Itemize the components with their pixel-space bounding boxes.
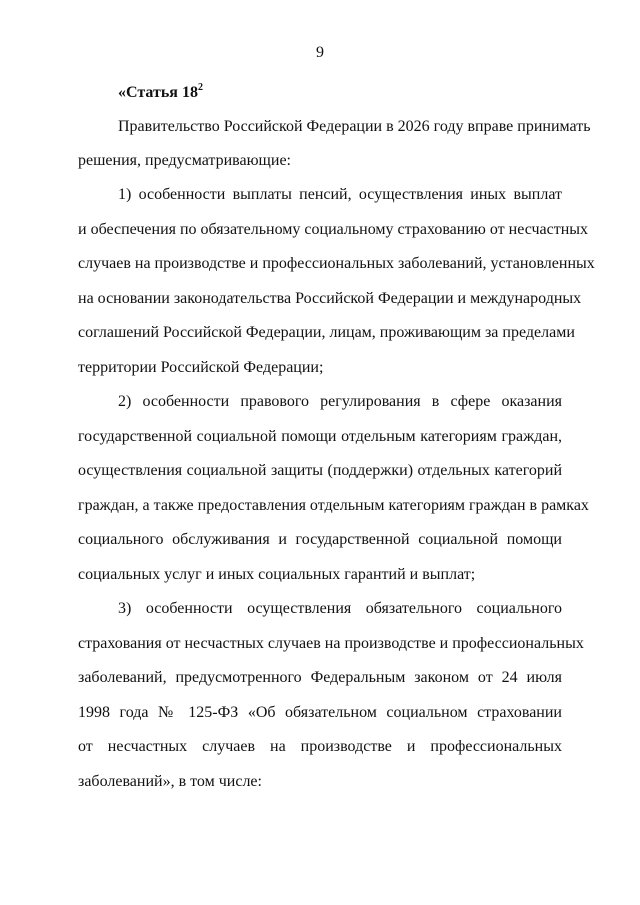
list-item-line: заболеваний», в том числе: (78, 773, 262, 790)
paragraph-line: Правительство Российской Федерации в 2026 году вправе принимать (118, 118, 591, 135)
list-item-line: государственной социальной помощи отдельным категориям граждан, (78, 428, 562, 445)
paragraph-line: решения, предусматривающие: (78, 152, 291, 169)
list-item-line: случаев на производстве и профессиональных заболеваний, установленных (78, 255, 595, 272)
list-item-line: 1) особенности выплаты пенсий, осуществления иных выплат (118, 186, 562, 203)
page-number: 9 (316, 44, 324, 61)
list-item-line: граждан, а также предоставления отдельным категориям граждан в рамках (78, 497, 589, 514)
list-item-line: на основании законодательства Российской Федерации и международных (78, 290, 582, 307)
list-item-line: 1998 года № 125-ФЗ «Об обязательном социальном страховании (78, 704, 562, 721)
list-item-line: страхования от несчастных случаев на производстве и профессиональных (78, 635, 584, 652)
article-title (118, 84, 203, 102)
list-item-line: заболеваний, предусмотренного Федеральным законом от 24 июля (78, 669, 562, 686)
list-item-line: социальных услуг и иных социальных гарантий и выплат; (78, 566, 476, 583)
list-item-line: и обеспечения по обязательному социальному страхованию от несчастных (78, 221, 589, 238)
list-item-line: социального обслуживания и государственной социальной помощи (78, 531, 562, 548)
list-item-line: 3) особенности осуществления обязательного социального (118, 600, 562, 617)
article-title-superscript: 2 (197, 82, 203, 93)
article-title-text: «Статья 18 (118, 84, 198, 101)
list-item-line: от несчастных случаев на производстве и профессиональных (78, 738, 562, 755)
list-item-line: 2) особенности правового регулирования в сфере оказания (118, 393, 562, 410)
list-item-line: осуществления социальной защиты (поддержки) отдельных категорий (78, 462, 562, 479)
list-item-line: территории Российской Федерации; (78, 359, 324, 376)
list-item-line: соглашений Российской Федерации, лицам, проживающим за пределами (78, 324, 575, 341)
